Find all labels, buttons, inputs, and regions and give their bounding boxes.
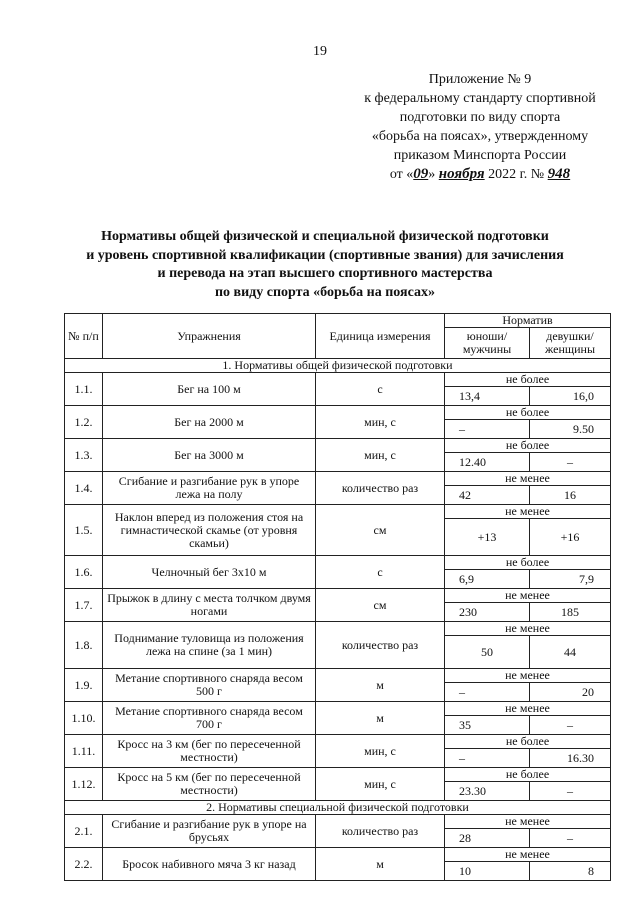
unit: см bbox=[316, 505, 445, 556]
table-row bbox=[65, 848, 611, 862]
norm-condition: не более bbox=[445, 373, 611, 387]
unit: количество раз bbox=[316, 472, 445, 505]
norm-condition: не более bbox=[445, 406, 611, 420]
header-num: № п/п bbox=[65, 314, 103, 359]
norm-condition: не более bbox=[445, 439, 611, 453]
exercise-name: Метание спортивного снаряда весом 500 г bbox=[103, 669, 316, 702]
unit: мин, с bbox=[316, 406, 445, 439]
value-female: 9.50 bbox=[530, 420, 611, 439]
table-row bbox=[65, 505, 611, 519]
value-female: 16.30 bbox=[530, 749, 611, 768]
exercise-name: Сгибание и разгибание рук в упоре на брусьях bbox=[103, 815, 316, 848]
row-number: 1.5. bbox=[65, 505, 103, 556]
row-number: 1.8. bbox=[65, 622, 103, 669]
table-row bbox=[65, 439, 611, 453]
row-number: 1.10. bbox=[65, 702, 103, 735]
norms-table-body bbox=[65, 359, 611, 881]
table-row bbox=[65, 815, 611, 829]
appendix-line: подготовки по виду спорта bbox=[399, 110, 561, 125]
unit: с bbox=[316, 373, 445, 406]
value-male: 35 bbox=[445, 716, 530, 735]
table-row bbox=[65, 669, 611, 683]
row-number: 1.12. bbox=[65, 768, 103, 801]
row-number: 2.1. bbox=[65, 815, 103, 848]
value-female: 7,9 bbox=[530, 570, 611, 589]
value-male: 23.30 bbox=[445, 782, 530, 801]
date-day: 09 bbox=[413, 166, 429, 182]
appendix-header bbox=[345, 70, 615, 184]
exercise-name: Поднимание туловища из положения лежа на спине (за 1 мин) bbox=[103, 622, 316, 669]
exercise-name: Кросс на 3 км (бег по пересеченной местности) bbox=[103, 735, 316, 768]
appendix-date-line bbox=[345, 165, 615, 184]
section-title: 2. Нормативы специальной физической подготовки bbox=[65, 801, 611, 815]
exercise-name: Челночный бег 3х10 м bbox=[103, 556, 316, 589]
row-number: 1.3. bbox=[65, 439, 103, 472]
table-row bbox=[65, 622, 611, 636]
norm-condition: не менее bbox=[445, 589, 611, 603]
title-line: Нормативы общей физической и специальной физической подготовки bbox=[101, 229, 549, 244]
header-norm: Норматив bbox=[445, 314, 611, 328]
exercise-name: Бег на 3000 м bbox=[103, 439, 316, 472]
norm-condition: не более bbox=[445, 735, 611, 749]
value-female: 16 bbox=[530, 486, 611, 505]
value-male: 230 bbox=[445, 603, 530, 622]
value-male: 13,4 bbox=[445, 387, 530, 406]
norm-condition: не более bbox=[445, 768, 611, 782]
table-row bbox=[65, 702, 611, 716]
value-female: +16 bbox=[530, 519, 611, 556]
value-male: – bbox=[445, 420, 530, 439]
value-female: 44 bbox=[530, 636, 611, 669]
unit: м bbox=[316, 669, 445, 702]
exercise-name: Прыжок в длину с места толчком двумя ногами bbox=[103, 589, 316, 622]
value-female: – bbox=[530, 782, 611, 801]
unit: мин, с bbox=[316, 735, 445, 768]
exercise-name: Бег на 100 м bbox=[103, 373, 316, 406]
header-male: юноши/ мужчины bbox=[445, 328, 530, 359]
value-male: 42 bbox=[445, 486, 530, 505]
date-prefix: от « bbox=[389, 167, 414, 182]
value-male: 50 bbox=[445, 636, 530, 669]
value-female: 8 bbox=[530, 862, 611, 881]
exercise-name: Кросс на 5 км (бег по пересеченной местности) bbox=[103, 768, 316, 801]
row-number: 2.2. bbox=[65, 848, 103, 881]
appendix-line: «борьба на поясах», утвержденному bbox=[371, 129, 589, 144]
value-female: 185 bbox=[530, 603, 611, 622]
value-male: 6,9 bbox=[445, 570, 530, 589]
date-day-close: » bbox=[428, 167, 436, 182]
unit: мин, с bbox=[316, 768, 445, 801]
norm-condition: не менее bbox=[445, 702, 611, 716]
date-year: 2022 г. № bbox=[488, 167, 545, 182]
row-number: 1.6. bbox=[65, 556, 103, 589]
header-exercise: Упражнения bbox=[103, 314, 316, 359]
row-number: 1.4. bbox=[65, 472, 103, 505]
table-row bbox=[65, 373, 611, 387]
appendix-line: к федеральному стандарту спортивной bbox=[364, 91, 596, 106]
table-row bbox=[65, 589, 611, 603]
appendix-line: приказом Минспорта России bbox=[393, 148, 567, 163]
document-title bbox=[60, 228, 590, 302]
exercise-name: Метание спортивного снаряда весом 700 г bbox=[103, 702, 316, 735]
exercise-name: Наклон вперед из положения стоя на гимнастической скамье (от уровня скамьи) bbox=[103, 505, 316, 556]
unit: с bbox=[316, 556, 445, 589]
table-row bbox=[65, 406, 611, 420]
header-unit: Единица измерения bbox=[316, 314, 445, 359]
norm-condition: не менее bbox=[445, 815, 611, 829]
value-male: – bbox=[445, 749, 530, 768]
value-female: – bbox=[530, 716, 611, 735]
exercise-name: Бег на 2000 м bbox=[103, 406, 316, 439]
table-row bbox=[65, 768, 611, 782]
header-female: девушки/ женщины bbox=[530, 328, 611, 359]
exercise-name: Сгибание и разгибание рук в упоре лежа на полу bbox=[103, 472, 316, 505]
unit: количество раз bbox=[316, 622, 445, 669]
row-number: 1.9. bbox=[65, 669, 103, 702]
appendix-line: Приложение № 9 bbox=[428, 72, 532, 87]
order-number: 948 bbox=[547, 166, 571, 182]
unit: мин, с bbox=[316, 439, 445, 472]
value-female: – bbox=[530, 829, 611, 848]
table-row bbox=[65, 472, 611, 486]
value-male: +13 bbox=[445, 519, 530, 556]
value-male: 12.40 bbox=[445, 453, 530, 472]
value-female: 16,0 bbox=[530, 387, 611, 406]
title-line: по виду спорта «борьба на поясах» bbox=[214, 284, 436, 300]
section-row bbox=[65, 801, 611, 815]
norm-condition: не менее bbox=[445, 472, 611, 486]
section-title: 1. Нормативы общей физической подготовки bbox=[65, 359, 611, 373]
norm-condition: не более bbox=[445, 556, 611, 570]
title-line: и уровень спортивной квалификации (спортивные звания) для зачисления bbox=[86, 247, 564, 263]
row-number: 1.7. bbox=[65, 589, 103, 622]
value-male: 10 bbox=[445, 862, 530, 881]
unit: см bbox=[316, 589, 445, 622]
norm-condition: не менее bbox=[445, 505, 611, 519]
table-row bbox=[65, 556, 611, 570]
row-number: 1.11. bbox=[65, 735, 103, 768]
norm-condition: не менее bbox=[445, 669, 611, 683]
norms-table bbox=[64, 313, 611, 881]
row-number: 1.1. bbox=[65, 373, 103, 406]
section-row bbox=[65, 359, 611, 373]
page-number: 19 bbox=[313, 44, 327, 59]
table-row bbox=[65, 735, 611, 749]
unit: количество раз bbox=[316, 815, 445, 848]
value-female: 20 bbox=[530, 683, 611, 702]
date-month: ноября bbox=[438, 166, 485, 182]
row-number: 1.2. bbox=[65, 406, 103, 439]
norm-condition: не менее bbox=[445, 622, 611, 636]
unit: м bbox=[316, 848, 445, 881]
value-female: – bbox=[530, 453, 611, 472]
title-line: и перевода на этап высшего спортивного мастерства bbox=[157, 266, 493, 281]
value-male: – bbox=[445, 683, 530, 702]
norm-condition: не менее bbox=[445, 848, 611, 862]
value-male: 28 bbox=[445, 829, 530, 848]
exercise-name: Бросок набивного мяча 3 кг назад bbox=[103, 848, 316, 881]
unit: м bbox=[316, 702, 445, 735]
